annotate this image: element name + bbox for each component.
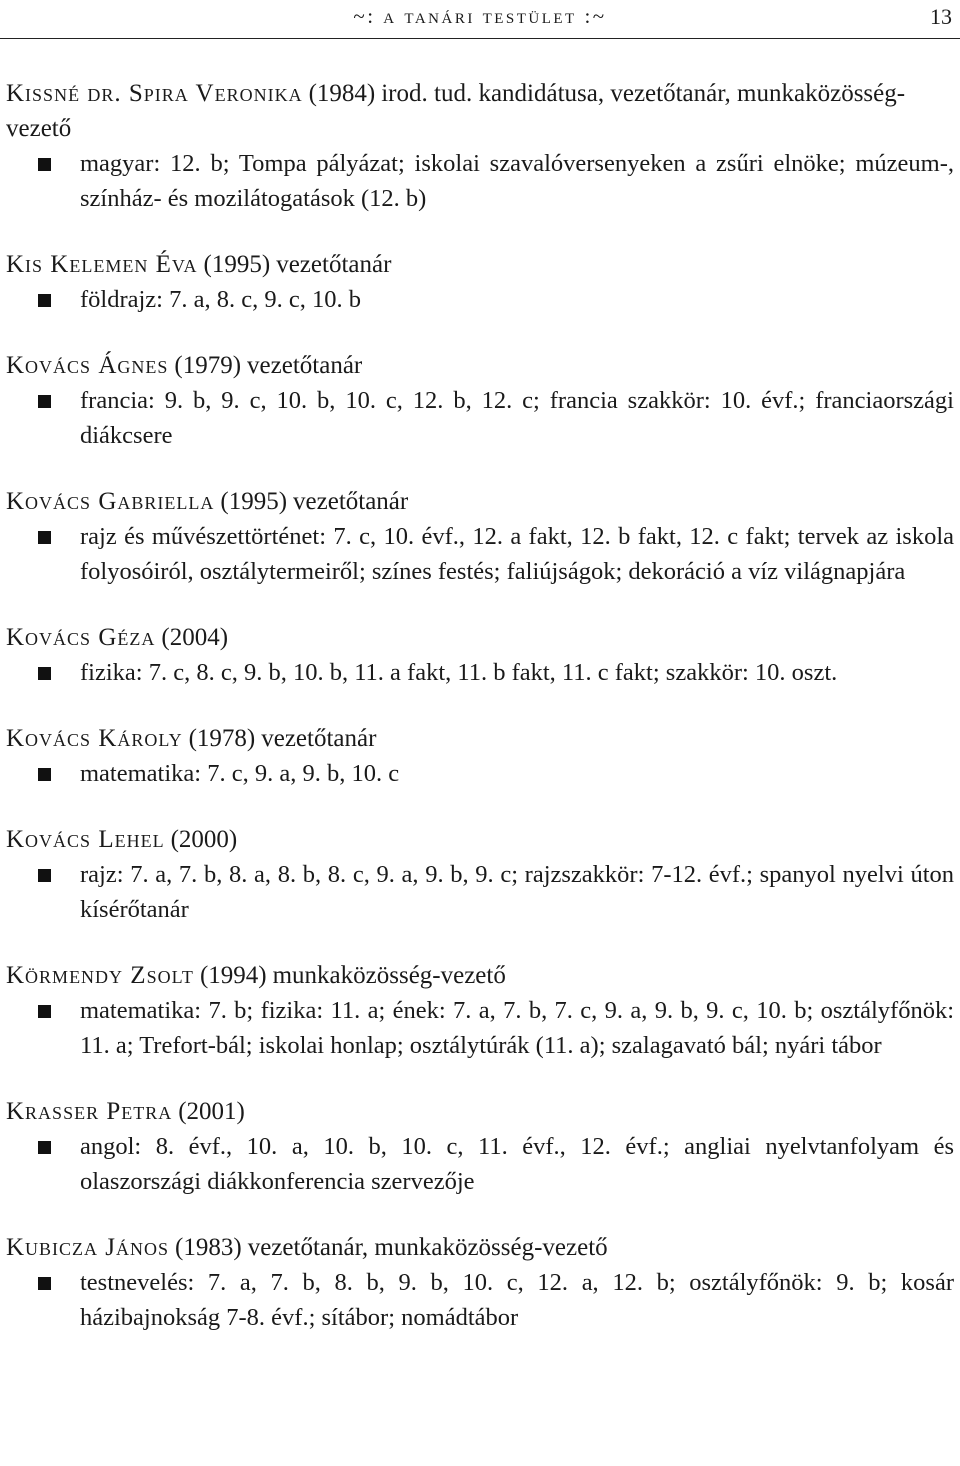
teacher-role: irod. tud. kandidátusa, vezetőtanár, munkaközösség-vezető [6, 80, 906, 142]
teacher-role: vezetőtanár [293, 488, 409, 515]
entry-header [6, 721, 954, 756]
entry-header [6, 247, 954, 282]
entry-header [6, 484, 954, 519]
start-year: (1984) [308, 80, 376, 107]
start-year: (1995) [203, 251, 271, 278]
teacher-role: vezetőtanár [247, 352, 363, 379]
entry-header [6, 1230, 954, 1265]
staff-entry [6, 721, 954, 791]
teacher-name: Kovács Géza [6, 624, 156, 651]
start-year: (1978) [188, 725, 256, 752]
duties-text: matematika: 7. c, 9. a, 9. b, 10. c [80, 760, 400, 787]
teacher-name: Krasser Petra [6, 1098, 173, 1125]
staff-entry [6, 620, 954, 690]
start-year: (1995) [220, 488, 288, 515]
running-title: ~: a tanári testület :~ [353, 4, 607, 28]
square-bullet-icon [38, 667, 51, 680]
duties-text: magyar: 12. b; Tompa pályázat; iskolai szavalóversenyeken a zsűri elnöke; múzeum-, színház- és mozilátogatások (12. b) [80, 150, 954, 212]
duties-text: angol: 8. évf., 10. a, 10. b, 10. c, 11. évf., 12. évf.; angliai nyelvtanfolyam és olaszországi diákkonferencia szervezője [80, 1133, 954, 1195]
teacher-name: Kovács Gabriella [6, 488, 215, 515]
start-year: (1994) [199, 962, 267, 989]
duties-text: rajz és művészettörténet: 7. c, 10. évf., 12. a fakt, 12. b fakt, 12. c fakt; tervek az iskola folyosóiról, osztálytermeiről; színes festés; faliújságok; dekoráció a víz világnapjára [80, 523, 954, 585]
duties-text: fizika: 7. c, 8. c, 9. b, 10. b, 11. a fakt, 11. b fakt, 11. c fakt; szakkör: 10. oszt. [80, 659, 838, 686]
duties-text: rajz: 7. a, 7. b, 8. a, 8. b, 8. c, 9. a, 9. b, 9. c; rajzszakkör: 7-12. évf.; spanyol nyelvi úton kísérőtanár [80, 861, 954, 923]
teacher-name: Körmendy Zsolt [6, 962, 194, 989]
duties-item [6, 857, 954, 927]
staff-entry [6, 958, 954, 1063]
square-bullet-icon [38, 869, 51, 882]
duties-text: matematika: 7. b; fizika: 11. a; ének: 7. a, 7. b, 7. c, 9. a, 9. b, 9. c, 10. b; osztályfőnök: 11. a; Trefort-bál; iskolai honlap; osztálytúrák (11. a); szalagavató bál; nyári tábor [80, 997, 954, 1059]
square-bullet-icon [38, 1005, 51, 1018]
staff-entry [6, 247, 954, 317]
teacher-name: Kovács Lehel [6, 826, 165, 853]
duties-text: földrajz: 7. a, 8. c, 9. c, 10. b [80, 286, 361, 313]
teacher-role: vezetőtanár [276, 251, 392, 278]
duties-text: francia: 9. b, 9. c, 10. b, 10. c, 12. b, 12. c; francia szakkör: 10. évf.; franciaországi diákcsere [80, 387, 954, 449]
square-bullet-icon [38, 1277, 51, 1290]
duties-item [6, 1129, 954, 1199]
page-number: 13 [930, 4, 952, 29]
duties-item [6, 993, 954, 1063]
duties-item [6, 383, 954, 453]
duties-item [6, 146, 954, 216]
square-bullet-icon [38, 294, 51, 307]
entry-header [6, 822, 954, 857]
entry-header [6, 348, 954, 383]
square-bullet-icon [38, 158, 51, 171]
teacher-role: vezetőtanár, munkaközösség-vezető [247, 1234, 608, 1261]
duties-item [6, 1265, 954, 1335]
start-year: (2001) [178, 1098, 245, 1125]
start-year: (2004) [161, 624, 229, 651]
staff-entry [6, 822, 954, 927]
square-bullet-icon [38, 1141, 51, 1154]
duties-item [6, 655, 954, 690]
square-bullet-icon [38, 768, 51, 781]
square-bullet-icon [38, 395, 51, 408]
teacher-name: Kovács Ágnes [6, 352, 169, 379]
entry-header [6, 958, 954, 993]
running-head [0, 0, 960, 39]
entry-header [6, 76, 954, 146]
square-bullet-icon [38, 531, 51, 544]
entry-header [6, 620, 954, 655]
teacher-role: munkaközösség-vezető [272, 962, 506, 989]
teacher-name: Kissné dr. Spira Veronika [6, 80, 303, 107]
duties-text: testnevelés: 7. a, 7. b, 8. b, 9. b, 10. c, 12. a, 12. b; osztályfőnök: 9. b; kosár házibajnokság 7-8. évf.; sítábor; nomádtábor [80, 1269, 954, 1331]
duties-item [6, 519, 954, 589]
start-year: (1979) [174, 352, 242, 379]
duties-item [6, 756, 954, 791]
teacher-name: Kovács Károly [6, 725, 183, 752]
entry-header [6, 1094, 954, 1129]
duties-item [6, 282, 954, 317]
staff-list [6, 76, 954, 1366]
start-year: (1983) [175, 1234, 242, 1261]
start-year: (2000) [170, 826, 238, 853]
staff-entry [6, 76, 954, 216]
staff-entry [6, 348, 954, 453]
teacher-name: Kis Kelemen Éva [6, 251, 198, 278]
teacher-role: vezetőtanár [261, 725, 377, 752]
teacher-name: Kubicza János [6, 1234, 170, 1261]
staff-entry [6, 1094, 954, 1199]
staff-entry [6, 1230, 954, 1335]
staff-entry [6, 484, 954, 589]
